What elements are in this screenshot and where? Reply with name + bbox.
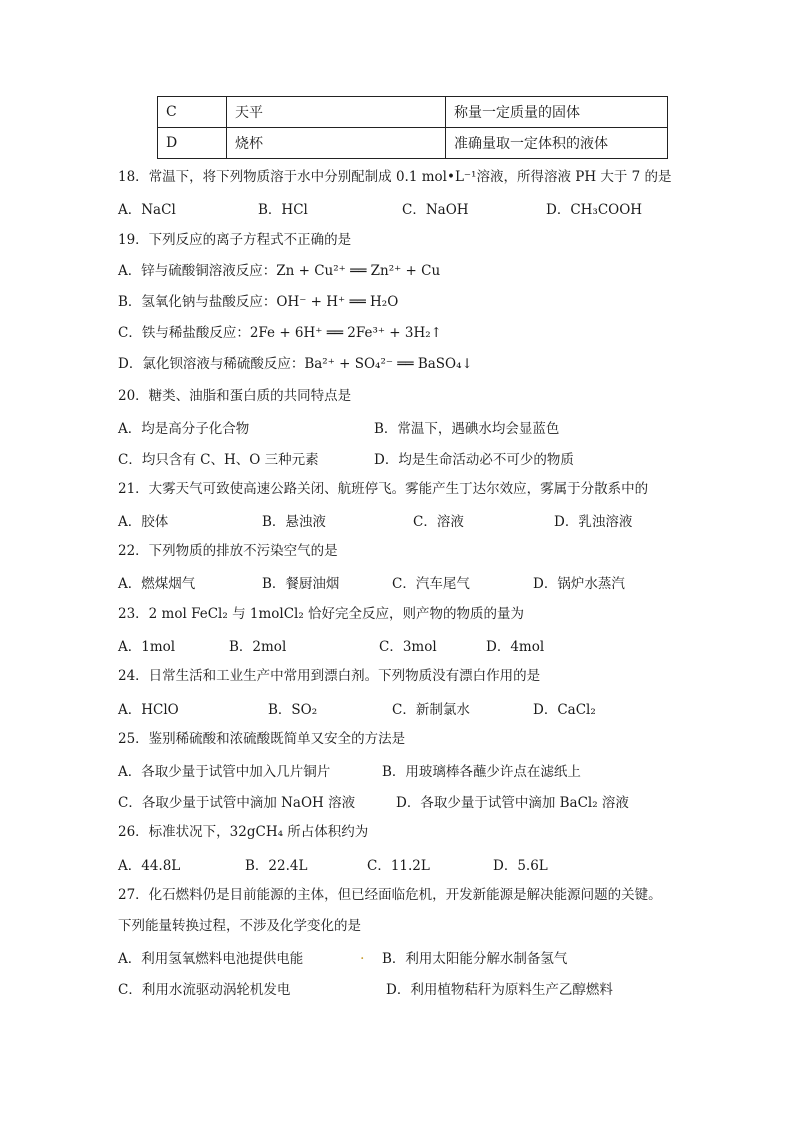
row-label: D: [158, 128, 227, 159]
question-21-option-a: A．胶体: [118, 514, 169, 530]
question-22-option-b: B．餐厨油烟: [262, 576, 340, 592]
question-26-option-c: C．11.2L: [367, 858, 430, 874]
question-25-option-c: C．各取少量于试管中滴加 NaOH 溶液: [118, 795, 356, 811]
question-18-option-c: C．NaOH: [402, 202, 469, 218]
question-23-option-a: A．1mol: [118, 639, 176, 655]
row-use: 准确量取一定体积的液体: [446, 128, 668, 159]
apparatus-table: [157, 96, 668, 159]
question-27-stem-line2: 下列能量转换过程，不涉及化学变化的是: [118, 918, 361, 934]
row-label: C: [158, 97, 227, 128]
question-27-option-a: A．利用氢氧燃料电池提供电能: [118, 951, 304, 967]
question-27-option-b: B．利用太阳能分解水制备氢气: [382, 951, 568, 967]
question-19-option-a: A．锌与硫酸铜溶液反应：Zn + Cu²⁺ ══ Zn²⁺ + Cu: [118, 263, 441, 279]
question-24-option-b: B．SO₂: [268, 702, 318, 718]
question-24-stem: 24．日常生活和工业生产中常用到漂白剂。下列物质没有漂白作用的是: [118, 668, 541, 684]
question-27-stem: 27．化石燃料仍是目前能源的主体，但已经面临危机，开发新能源是解决能源问题的关键。: [118, 887, 662, 903]
question-21-option-b: B．悬浊液: [262, 514, 326, 530]
question-26-option-d: D．5.6L: [493, 858, 548, 874]
question-20-option-b: B．常温下，遇碘水均会显蓝色: [374, 421, 560, 437]
question-20-stem: 20．糖类、油脂和蛋白质的共同特点是: [118, 388, 352, 404]
question-24-option-d: D．CaCl₂: [533, 702, 596, 718]
question-23-option-b: B．2mol: [229, 639, 287, 655]
question-21-option-d: D．乳浊溶液: [554, 514, 633, 530]
question-23-option-d: D．4mol: [486, 639, 545, 655]
question-25-option-b: B．用玻璃棒各蘸少许点在滤纸上: [382, 764, 581, 780]
question-20-option-d: D．均是生命活动必不可少的物质: [374, 452, 574, 468]
question-18-option-d: D．CH₃COOH: [546, 202, 643, 218]
question-27-option-c: C．利用水流驱动涡轮机发电: [118, 982, 291, 998]
question-26-option-a: A．44.8L: [118, 858, 181, 874]
question-26-stem: 26．标准状况下，32gCH₄ 所占体积约为: [118, 824, 369, 840]
row-tool: 天平: [227, 97, 446, 128]
question-26-option-b: B．22.4L: [245, 858, 308, 874]
question-20-option-c: C．均只含有 C、H、O 三种元素: [118, 452, 319, 468]
table-row: [158, 128, 668, 159]
question-25-stem: 25．鉴别稀硫酸和浓硫酸既简单又安全的方法是: [118, 731, 406, 747]
question-19-option-b: B．氢氧化钠与盐酸反应：OH⁻ + H⁺ ══ H₂O: [118, 294, 399, 310]
question-25-option-d: D．各取少量于试管中滴加 BaCl₂ 溶液: [396, 795, 629, 811]
question-22-option-a: A．燃煤烟气: [118, 576, 196, 592]
question-22-option-c: C．汽车尾气: [392, 576, 470, 592]
question-23-option-c: C．3mol: [379, 639, 437, 655]
row-tool: 烧杯: [227, 128, 446, 159]
question-19-option-d: D．氯化钡溶液与稀硫酸反应：Ba²⁺ + SO₄²⁻ ══ BaSO₄↓: [118, 356, 473, 372]
question-22-stem: 22．下列物质的排放不污染空气的是: [118, 543, 338, 559]
question-18-option-b: B．HCl: [258, 202, 308, 218]
question-24-option-c: C．新制氯水: [392, 702, 470, 718]
question-24-option-a: A．HClO: [118, 702, 179, 718]
question-19-option-c: C．铁与稀盐酸反应：2Fe + 6H⁺ ══ 2Fe³⁺ + 3H₂↑: [118, 325, 442, 341]
question-25-option-a: A．各取少量于试管中加入几片铜片: [118, 764, 331, 780]
question-27-option-d: D．利用植物秸秆为原料生产乙醇燃料: [386, 982, 613, 998]
table-row: [158, 97, 668, 128]
stray-mark-icon: .: [360, 947, 365, 963]
question-19-stem: 19．下列反应的离子方程式不正确的是: [118, 232, 352, 248]
question-18-option-a: A．NaCl: [118, 202, 176, 218]
question-21-stem: 21．大雾天气可致使高速公路关闭、航班停飞。雾能产生丁达尔效应，雾属于分散系中的: [118, 481, 649, 497]
question-18-stem: 18．常温下，将下列物质溶于水中分别配制成 0.1 mol•L⁻¹溶液，所得溶液 PH 大于 7 的是: [118, 169, 672, 185]
question-22-option-d: D．锅炉水蒸汽: [533, 576, 625, 592]
question-21-option-c: C．溶液: [413, 514, 464, 530]
question-20-option-a: A．均是高分子化合物: [118, 421, 250, 437]
row-use: 称量一定质量的固体: [446, 97, 668, 128]
question-23-stem: 23．2 mol FeCl₂ 与 1molCl₂ 恰好完全反应，则产物的物质的量为: [118, 606, 525, 622]
